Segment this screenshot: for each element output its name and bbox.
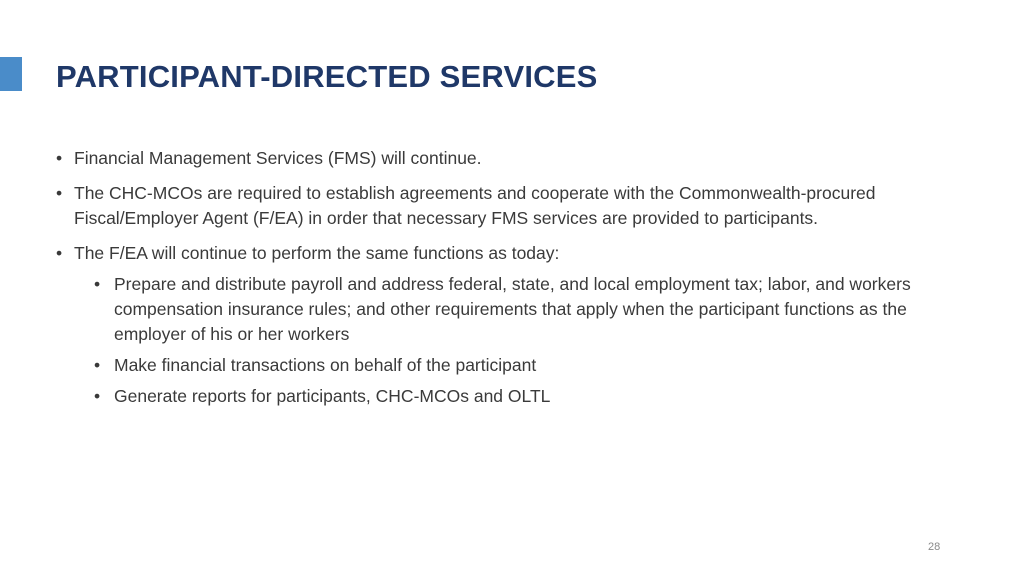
bullet-item: • Financial Management Services (FMS) will continue. xyxy=(56,146,966,171)
bullet-item xyxy=(56,241,966,409)
sub-bullet-item: • Prepare and distribute payroll and address federal, state, and local employment tax; labor, and workers compensation insurance rules; and other requirements that apply when the participant functions as the employer of his or her workers xyxy=(94,272,966,347)
sub-bullet-item: • Make financial transactions on behalf of the participant xyxy=(94,353,966,378)
title-accent-bar xyxy=(0,57,22,91)
page-number: 28 xyxy=(928,541,941,553)
slide-content xyxy=(56,146,966,419)
bullet-list xyxy=(56,146,966,409)
bullet-item: • The CHC-MCOs are required to establish agreements and cooperate with the Commonwealth-procured Fiscal/Employer Agent (F/EA) in order that necessary FMS services are provided to participants. xyxy=(56,181,966,231)
slide-title: PARTICIPANT-DIRECTED SERVICES xyxy=(56,59,598,94)
sub-bullet-item: • Generate reports for participants, CHC-MCOs and OLTL xyxy=(94,384,966,409)
bullet-text: The F/EA will continue to perform the same functions as today: xyxy=(74,243,560,263)
sub-bullet-list xyxy=(74,272,966,409)
